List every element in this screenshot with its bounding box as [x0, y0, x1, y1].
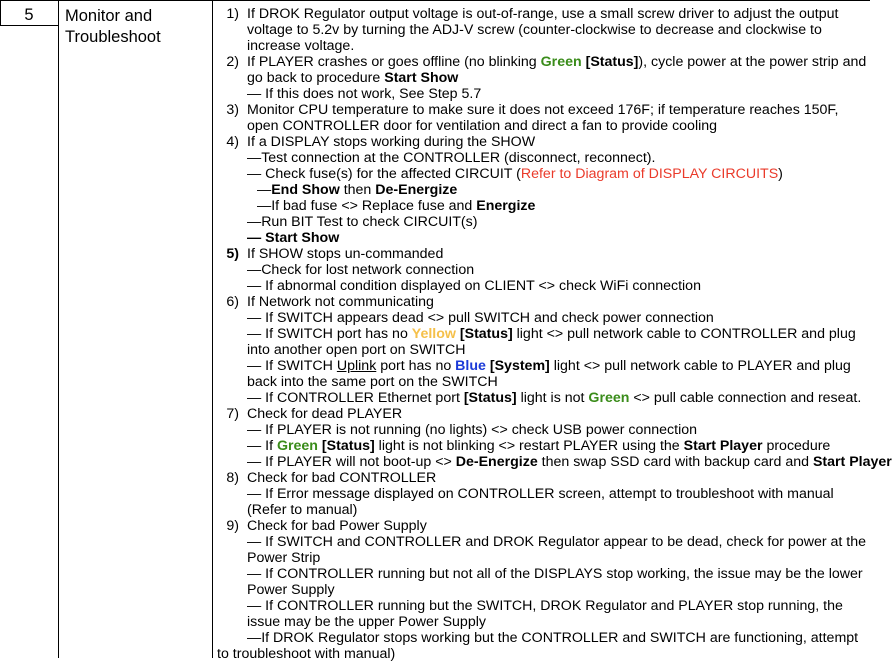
- list-item: [214, 246, 870, 262]
- list-item: [214, 54, 870, 86]
- text-run: — If PLAYER will not boot-up <>: [247, 454, 456, 470]
- sub-item: —Test connection at the CONTROLLER (disconnect, reconnect).: [247, 150, 656, 166]
- item-text: Monitor CPU temperature to make sure it does not exceed 176F; if temperature reaches 150F, open CONTROLLER door for ventilation and direct a fan to provide cooling: [247, 102, 839, 134]
- start-show-label: — Start Show: [247, 230, 340, 246]
- sub-item: —If DROK Regulator stops working but the CONTROLLER and SWITCH are functioning, attempt to troubleshoot with manual): [217, 630, 859, 662]
- green-label: Green: [588, 390, 630, 406]
- text-run: — Check fuse(s) for the affected CIRCUIT (: [247, 166, 521, 182]
- sub-item: [214, 438, 870, 454]
- uplink-label: Uplink: [336, 358, 377, 374]
- text-run: then: [339, 182, 376, 198]
- status-label: [Status]: [317, 438, 375, 454]
- green-label: Green: [540, 54, 582, 70]
- sub-item: — If CONTROLLER running but not all of the DISPLAYS stop working, the issue may be the lower Power Supply: [247, 566, 863, 598]
- status-label: [Status]: [581, 54, 639, 70]
- table-top-border: [0, 0, 870, 1]
- item-number: 7): [226, 406, 239, 422]
- list-item: [214, 6, 870, 54]
- diagram-reference: Refer to Diagram of DISPLAY CIRCUITS: [520, 166, 779, 182]
- sub-item: [214, 326, 870, 358]
- energize-label: Energize: [476, 198, 536, 214]
- text-run: — If: [247, 438, 277, 454]
- de-energize-label: De-Energize: [375, 182, 458, 198]
- text-run: light <> pull network cable to PLAYER and plug back into the same port on the SWITCH: [247, 358, 851, 390]
- start-show-label: Start Show: [384, 70, 459, 86]
- sub-item: — If abnormal condition displayed on CLIENT <> check WiFi connection: [247, 278, 701, 294]
- status-label: [Status]: [463, 390, 517, 406]
- text-run: procedure: [762, 438, 831, 454]
- number-cell-bottom-border: [0, 25, 59, 26]
- text-run: light is not blinking <> restart PLAYER using the: [374, 438, 684, 454]
- text-run: ), cycle power at the power strip and go back to procedure: [247, 54, 867, 86]
- item-text: [247, 54, 870, 86]
- item-text: If Network not communicating: [247, 294, 434, 310]
- item-number: 6): [226, 294, 239, 310]
- step-number: 5: [24, 6, 34, 24]
- column-divider-1: [58, 0, 59, 658]
- item-text: If DROK Regulator output voltage is out-of-range, use a small screw driver to adjust the output voltage to 5.2v by turning the ADJ-V screw (counter-clockwise to decrease and clockwise to increase voltage.: [247, 6, 839, 54]
- status-label: [Status]: [455, 326, 513, 342]
- sub-item: [214, 230, 870, 246]
- instructions: [214, 6, 892, 662]
- text-run: —: [257, 182, 272, 198]
- text-run: — If SWITCH: [247, 358, 337, 374]
- list-item: [214, 294, 870, 310]
- start-player-label: Start Player: [683, 438, 763, 454]
- column-divider-2: [212, 0, 213, 658]
- text-run: light is not: [516, 390, 589, 406]
- item-number: 1): [226, 6, 239, 22]
- text-run: —If bad fuse <> Replace fuse and: [257, 198, 477, 214]
- item-number: 5): [226, 246, 239, 262]
- text-run: <> pull cable connection and reseat.: [629, 390, 862, 406]
- text-run: — If CONTROLLER Ethernet port: [247, 390, 464, 406]
- sub-item: [214, 390, 870, 406]
- list-item: [214, 102, 870, 134]
- sub-item: — If SWITCH appears dead <> pull SWITCH and check power connection: [247, 310, 714, 326]
- sub-item: [214, 358, 870, 390]
- item-number: 9): [226, 518, 239, 534]
- blue-label: Blue: [455, 358, 486, 374]
- item-text: Check for bad Power Supply: [247, 518, 427, 534]
- system-label: [System]: [485, 358, 550, 374]
- sub-item: — If this does not work, See Step 5.7: [247, 86, 482, 102]
- sub-item: [214, 182, 870, 198]
- sub-item: [214, 198, 870, 214]
- item-number: 3): [226, 102, 239, 118]
- sub-item: — If Error message displayed on CONTROLLER screen, attempt to troubleshoot with manual (Refer to manual): [247, 486, 834, 518]
- sub-item: — If SWITCH and CONTROLLER and DROK Regulator appear to be dead, check for power at the Power Strip: [247, 534, 867, 566]
- item-text: If a DISPLAY stops working during the SHOW: [247, 134, 536, 150]
- yellow-label: Yellow: [411, 326, 456, 342]
- text-run: If PLAYER crashes or goes offline (no blinking: [247, 54, 541, 70]
- sub-item: — If PLAYER is not running (no lights) <> check USB power connection: [247, 422, 698, 438]
- sub-item: [214, 454, 892, 470]
- list-item: [214, 470, 870, 486]
- list-item: [214, 134, 870, 150]
- sub-item: — If CONTROLLER running but the SWITCH, DROK Regulator and PLAYER stop running, the issue may be the upper Power Supply: [247, 598, 843, 630]
- green-label: Green: [276, 438, 318, 454]
- text-run: then swap SSD card with backup card and: [537, 454, 813, 470]
- start-player-label: Start Player: [812, 454, 892, 470]
- list-item: [214, 406, 870, 422]
- text-run: ): [778, 166, 783, 182]
- end-show-label: End Show: [271, 182, 340, 198]
- text-run: port has no: [376, 358, 456, 374]
- step-title: Monitor and Troubleshoot: [65, 7, 161, 46]
- item-text: Check for dead PLAYER: [247, 406, 403, 422]
- item-number: 8): [226, 470, 239, 486]
- sub-item: [214, 166, 870, 182]
- de-energize-label: De-Energize: [455, 454, 538, 470]
- item-number: 4): [226, 134, 239, 150]
- sub-item: —Run BIT Test to check CIRCUIT(s): [247, 214, 478, 230]
- text-run: light <> pull network cable to CONTROLLER and plug into another open port on SWITCH: [247, 326, 856, 358]
- list-item: [214, 518, 870, 534]
- sub-item: —Check for lost network connection: [247, 262, 475, 278]
- item-text: If SHOW stops un-commanded: [247, 246, 444, 262]
- item-number: 2): [226, 54, 239, 70]
- item-text: Check for bad CONTROLLER: [247, 470, 437, 486]
- text-run: — If SWITCH port has no: [247, 326, 412, 342]
